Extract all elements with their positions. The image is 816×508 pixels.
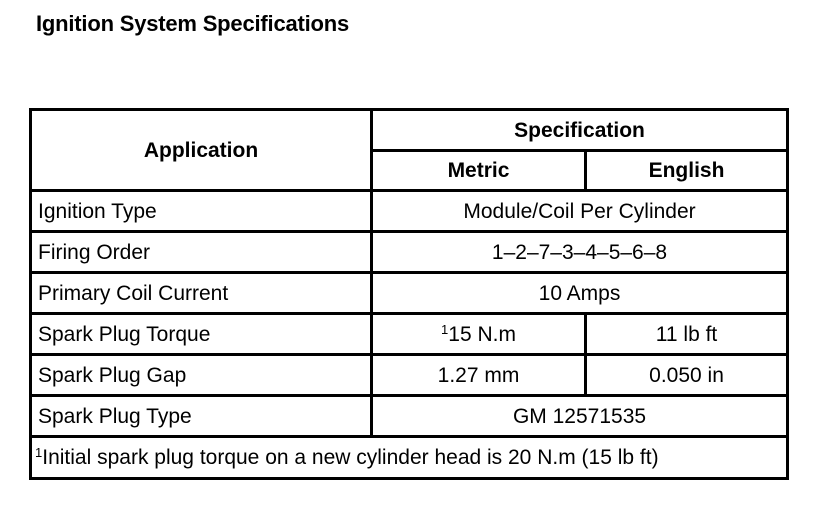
- english-value-cell: 0.050 in: [586, 355, 788, 396]
- spec-value-cell: 1–2–7–3–4–5–6–8: [372, 232, 788, 273]
- application-cell: Spark Plug Type: [31, 396, 372, 437]
- application-header: Application: [31, 110, 372, 191]
- table-row-ignition-type: [31, 191, 788, 232]
- application-cell: Ignition Type: [31, 191, 372, 232]
- spec-value-cell: GM 12571535: [372, 396, 788, 437]
- spec-value-cell: 10 Amps: [372, 273, 788, 314]
- footnote-row: [31, 437, 788, 479]
- metric-header: Metric: [372, 151, 586, 191]
- table-row-firing-order: [31, 232, 788, 273]
- table-row-spark-plug-torque: [31, 314, 788, 355]
- table-header-row: [31, 110, 788, 151]
- metric-value-cell: 1.27 mm: [372, 355, 586, 396]
- application-cell: Firing Order: [31, 232, 372, 273]
- ignition-spec-table: [29, 108, 789, 480]
- footnote-marker: 1: [441, 321, 449, 337]
- metric-value-cell: [372, 314, 586, 355]
- table-row-spark-plug-type: [31, 396, 788, 437]
- english-value-cell: 11 lb ft: [586, 314, 788, 355]
- footnote-cell: [31, 437, 788, 479]
- english-header: English: [586, 151, 788, 191]
- page-title: Ignition System Specifications: [36, 11, 350, 36]
- application-cell: Primary Coil Current: [31, 273, 372, 314]
- table-row-spark-plug-gap: [31, 355, 788, 396]
- metric-value: 15 N.m: [448, 322, 516, 346]
- footnote-marker: 1: [35, 445, 43, 460]
- application-cell: Spark Plug Gap: [31, 355, 372, 396]
- application-cell: Spark Plug Torque: [31, 314, 372, 355]
- specification-header: Specification: [372, 110, 788, 151]
- table-row-primary-coil-current: [31, 273, 788, 314]
- spec-value-cell: Module/Coil Per Cylinder: [372, 191, 788, 232]
- footnote-text: Initial spark plug torque on a new cylinder head is 20 N.m (15 lb ft): [42, 446, 659, 469]
